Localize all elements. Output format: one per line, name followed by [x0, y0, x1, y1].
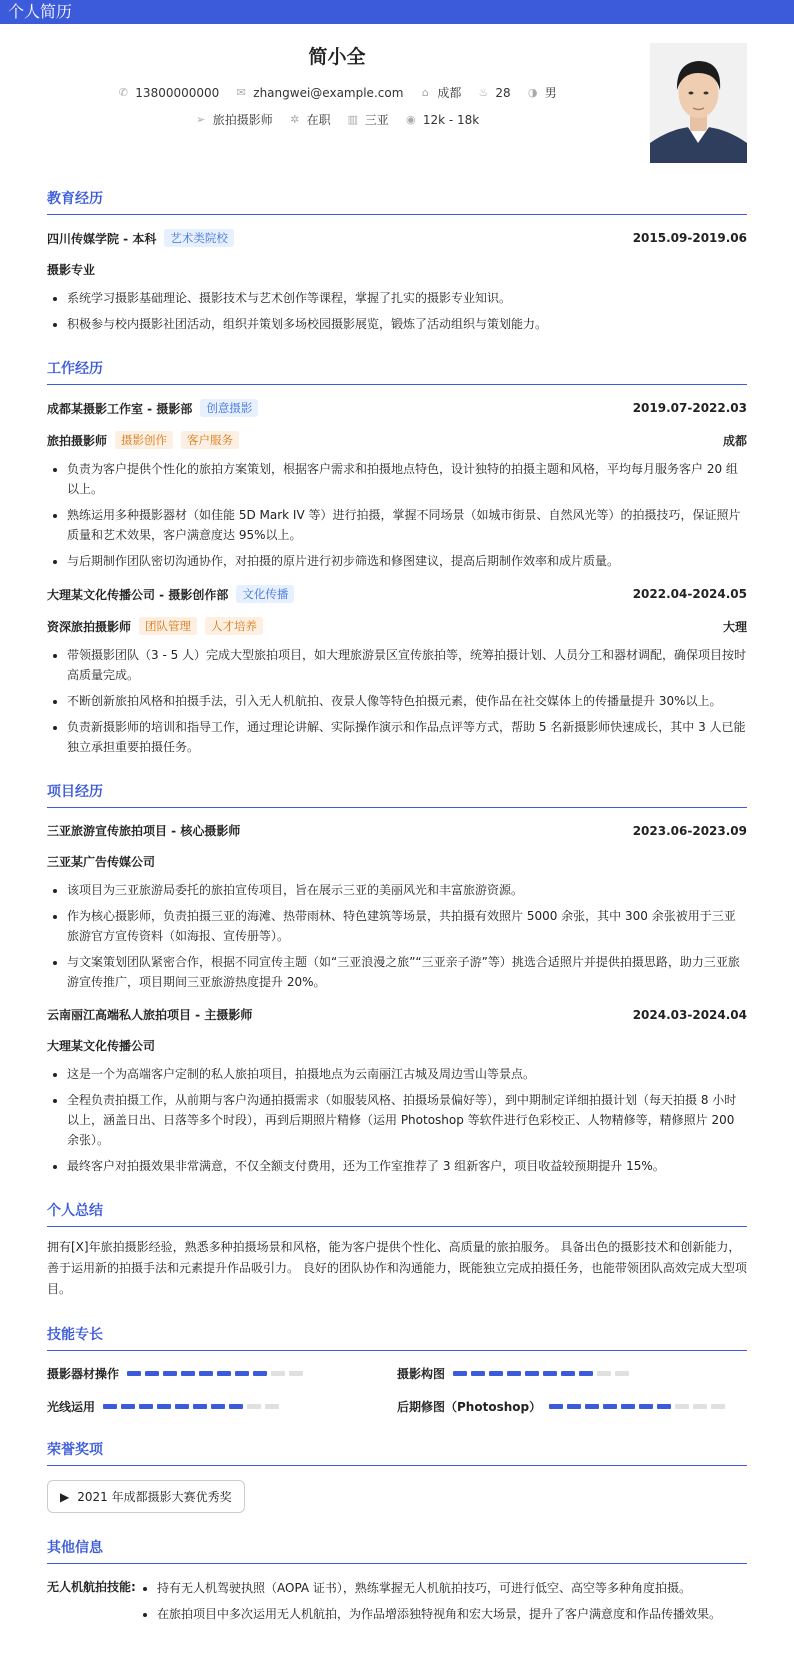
role-tag: 团队管理 — [139, 617, 197, 635]
job-row-2 — [47, 585, 747, 603]
skill-level-segment — [603, 1404, 617, 1409]
skill-name: 摄影器材操作 — [47, 1367, 120, 1381]
skill-level-segment — [567, 1404, 581, 1409]
skill-level-segment — [471, 1371, 485, 1376]
list-item: • 带领摄影团队（3 - 5 人）完成大型旅拍项目，如大理旅游景区宣传旅拍等，统筹拍摄计划、人员分工和器材调配，确保项目按时高质量完成。 — [67, 645, 747, 685]
coin-icon: ◉ — [406, 112, 416, 126]
skill-item — [397, 1398, 747, 1415]
project-details-1 — [47, 880, 747, 992]
skill-level-segment — [235, 1371, 249, 1376]
skill-level-segment — [139, 1404, 153, 1409]
list-item: • 最终客户对拍摄效果非常满意，不仅全额支付费用，还为工作室推荐了 3 组新客户，项目收益较预期提升 15%。 — [67, 1156, 747, 1176]
skill-level-segment — [579, 1371, 593, 1376]
skill-level-segment — [247, 1404, 261, 1409]
other-info — [47, 1578, 747, 1630]
skill-level-segment — [157, 1404, 171, 1409]
job-location: 成都 — [722, 433, 747, 448]
job-status: 在职 — [306, 113, 331, 127]
skill-level-segment — [621, 1404, 635, 1409]
home-icon: ⌂ — [421, 85, 429, 99]
projects-section-title: 项目经历 — [47, 781, 747, 808]
role-tag: 人才培养 — [205, 617, 263, 635]
skill-level-segment — [489, 1371, 503, 1376]
award-item[interactable] — [47, 1480, 245, 1513]
skill-item — [397, 1365, 747, 1382]
project-details-2 — [47, 1064, 747, 1176]
skill-level-segment — [711, 1404, 725, 1409]
education-list — [47, 288, 747, 334]
skill-level-segment — [127, 1371, 141, 1376]
email[interactable]: zhangwei@example.com — [253, 85, 404, 100]
send-icon: ➢ — [196, 112, 206, 126]
skill-level-segment — [211, 1404, 225, 1409]
list-item: • 全程负责拍摄工作，从前期与客户沟通拍摄需求（如服装风格、拍摄场景偏好等），到中期制定详细拍摄计划（每天拍摄 8 小时以上，涵盖日出、日落等多个时段），再到后期照片精修（运用 Photoshop 等软件进行色彩校正、人物精修等，精修照片 200 余张）。 — [67, 1090, 747, 1150]
list-item: • 这是一个为高端客户定制的私人旅拍项目，拍摄地点为云南丽江古城及周边雪山等景点。 — [67, 1064, 747, 1084]
job-date: 2022.04-2024.05 — [632, 587, 747, 601]
gender: 男 — [544, 86, 557, 100]
major: 摄影专业 — [47, 263, 96, 277]
award-name: 2021 年成都摄影大赛优秀奖 — [77, 1490, 232, 1504]
skill-level-segment — [453, 1371, 467, 1376]
project-name: 云南丽江高端私人旅拍项目 - 主摄影师 — [47, 1008, 253, 1022]
company-name: 成都某摄影工作室 - 摄影部 — [47, 401, 193, 416]
role-row-1 — [47, 431, 747, 449]
skill-level-segment — [199, 1371, 213, 1376]
age: 28 — [495, 85, 511, 100]
skill-level-segment — [289, 1371, 303, 1376]
skill-level-segment — [121, 1404, 135, 1409]
education-row — [47, 229, 747, 247]
play-icon: ▶ — [60, 1489, 70, 1504]
company-tag: 文化传播 — [236, 585, 294, 603]
list-item: • 熟练运用多种摄影器材（如佳能 5D Mark IV 等）进行拍摄，掌握不同场景（如城市街景、自然风光等）的拍摄技巧，保证照片质量和艺术效果，客户满意度达 95%以上。 — [67, 505, 747, 545]
avatar — [650, 43, 747, 163]
skill-level-segment — [561, 1371, 575, 1376]
project-row-2 — [47, 1006, 747, 1023]
awards-section-title: 荣誉奖项 — [47, 1439, 747, 1466]
other-list — [137, 1578, 721, 1630]
other-label: 无人机航拍技能: — [47, 1580, 136, 1594]
skill-level-segment — [145, 1371, 159, 1376]
skill-name: 摄影构图 — [397, 1367, 446, 1381]
job-location: 大理 — [722, 619, 747, 634]
page-header-title: 个人简历 — [8, 2, 73, 21]
page-header-bar — [0, 0, 794, 24]
list-item: • 系统学习摄影基础理论、摄影技术与艺术创作等课程，掌握了扎实的摄影专业知识。 — [67, 288, 747, 308]
summary-text: 拥有[X]年旅拍摄影经验，熟悉多种拍摄场景和风格，能为客户提供个性化、高质量的旅拍服务。 具备出色的摄影技术和创新能力，善于运用新的拍摄手法和元素提升作品吸引力。 良好的团队协作和沟通能力，既能独立完成拍摄任务，也能带领团队高效完成大型项目。 — [47, 1240, 747, 1296]
salary: 12k - 18k — [422, 112, 480, 127]
skill-level-bar — [127, 1371, 303, 1376]
phone: 13800000000 — [135, 85, 220, 100]
school-tag: 艺术类院校 — [164, 229, 234, 247]
skill-name: 光线运用 — [47, 1400, 96, 1414]
candidate-name: 简小全 — [308, 46, 366, 68]
skill-level-segment — [181, 1371, 195, 1376]
skill-level-segment — [597, 1371, 611, 1376]
role-row-2 — [47, 617, 747, 635]
profile-header — [47, 24, 747, 164]
role-title: 资深旅拍摄影师 — [47, 619, 132, 634]
project-row-1 — [47, 822, 747, 839]
skill-level-bar — [549, 1404, 725, 1409]
skill-level-segment — [525, 1371, 539, 1376]
gender-icon: ◑ — [527, 85, 538, 99]
project-org: 三亚某广告传媒公司 — [47, 855, 156, 869]
job-row-1 — [47, 399, 747, 417]
contact-row — [47, 84, 627, 101]
list-item: • 负责新摄影师的培训和指导工作，通过理论讲解、实际操作演示和作品点评等方式，帮助 5 名新摄影师快速成长，其中 3 人已能独立承担重要拍摄任务。 — [67, 717, 747, 757]
skill-item — [47, 1365, 397, 1382]
target-city: 三亚 — [364, 113, 389, 127]
building-icon: ▥ — [347, 112, 358, 126]
skill-level-segment — [507, 1371, 521, 1376]
skill-level-segment — [193, 1404, 207, 1409]
job-duties-2 — [47, 645, 747, 757]
list-item: • 与后期制作团队密切沟通协作，对拍摄的原片进行初步筛选和修图建议，提高后期制作效率和成片质量。 — [67, 551, 747, 571]
skill-level-segment — [229, 1404, 243, 1409]
skill-level-segment — [675, 1404, 689, 1409]
skill-level-segment — [217, 1371, 231, 1376]
skill-name: 后期修图（Photoshop） — [397, 1400, 542, 1414]
skill-level-segment — [549, 1404, 563, 1409]
list-item: • 负责为客户提供个性化的旅拍方案策划，根据客户需求和拍摄地点特色，设计独特的拍摄主题和风格，平均每月服务客户 20 组以上。 — [67, 459, 747, 499]
list-item: • 不断创新旅拍风格和拍摄手法，引入无人机航拍、夜景人像等特色拍摄元素，使作品在社交媒体上的传播量提升 30%以上。 — [67, 691, 747, 711]
project-name: 三亚旅游宣传旅拍项目 - 核心摄影师 — [47, 824, 241, 838]
profile-photo — [650, 43, 747, 163]
skill-level-segment — [271, 1371, 285, 1376]
company-name: 大理某文化传播公司 - 摄影创作部 — [47, 587, 229, 602]
skill-level-segment — [103, 1404, 117, 1409]
other-section-title: 其他信息 — [47, 1537, 747, 1564]
phone-icon: ✆ — [118, 85, 128, 99]
skills-grid — [47, 1365, 747, 1415]
job-row — [47, 111, 627, 128]
education-section-title: 教育经历 — [47, 188, 747, 215]
skill-level-segment — [639, 1404, 653, 1409]
skill-level-segment — [543, 1371, 557, 1376]
skill-level-segment — [265, 1404, 279, 1409]
skill-level-segment — [693, 1404, 707, 1409]
status-icon: ✲ — [290, 112, 300, 126]
project-org: 大理某文化传播公司 — [47, 1039, 156, 1053]
list-item: • 持有无人机驾驶执照（AOPA 证书），熟练掌握无人机航拍技巧，可进行低空、高空等多种角度拍摄。 — [157, 1578, 721, 1598]
list-item: • 在旅拍项目中多次运用无人机航拍，为作品增添独特视角和宏大场景，提升了客户满意度和作品传播效果。 — [157, 1604, 721, 1624]
skill-level-segment — [615, 1371, 629, 1376]
resume — [47, 24, 747, 1630]
list-item: • 与文案策划团队紧密合作，根据不同宣传主题（如“三亚浪漫之旅”“三亚亲子游”等）挑选合适照片并提供拍摄思路，助力三亚旅游宣传推广，项目期间三亚旅游热度提升 20%。 — [67, 952, 747, 992]
skill-level-segment — [253, 1371, 267, 1376]
role-tag: 客户服务 — [181, 431, 239, 449]
skill-level-bar — [453, 1371, 629, 1376]
job-title: 旅拍摄影师 — [212, 113, 273, 127]
list-item: • 作为核心摄影师，负责拍摄三亚的海滩、热带雨林、特色建筑等场景，共拍摄有效照片 5000 余张，其中 300 余张被用于三亚旅游官方宣传资料（如海报、宣传册等）。 — [67, 906, 747, 946]
skill-level-segment — [585, 1404, 599, 1409]
skill-level-segment — [175, 1404, 189, 1409]
skill-level-bar — [103, 1404, 279, 1409]
mail-icon: ✉ — [236, 85, 246, 99]
skill-level-segment — [657, 1404, 671, 1409]
list-item: • 该项目为三亚旅游局委托的旅拍宣传项目，旨在展示三亚的美丽风光和丰富旅游资源。 — [67, 880, 747, 900]
skill-item — [47, 1398, 397, 1415]
work-section-title: 工作经历 — [47, 358, 747, 385]
hometown: 成都 — [437, 86, 462, 100]
job-date: 2019.07-2022.03 — [632, 401, 747, 415]
list-item: • 积极参与校内摄影社团活动，组织并策划多场校园摄影展览，锻炼了活动组织与策划能力。 — [67, 314, 747, 334]
project-date: 2024.03-2024.04 — [632, 1007, 747, 1022]
education-date: 2015.09-2019.06 — [632, 231, 747, 245]
job-duties-1 — [47, 459, 747, 571]
company-tag: 创意摄影 — [200, 399, 258, 417]
role-title: 旅拍摄影师 — [47, 433, 108, 448]
school-name: 四川传媒学院 - 本科 — [47, 231, 157, 246]
project-date: 2023.06-2023.09 — [632, 823, 747, 838]
cake-icon: ♨ — [478, 85, 489, 99]
summary-section-title: 个人总结 — [47, 1200, 747, 1227]
skills-section-title: 技能专长 — [47, 1324, 747, 1351]
skill-level-segment — [163, 1371, 177, 1376]
role-tag: 摄影创作 — [115, 431, 173, 449]
